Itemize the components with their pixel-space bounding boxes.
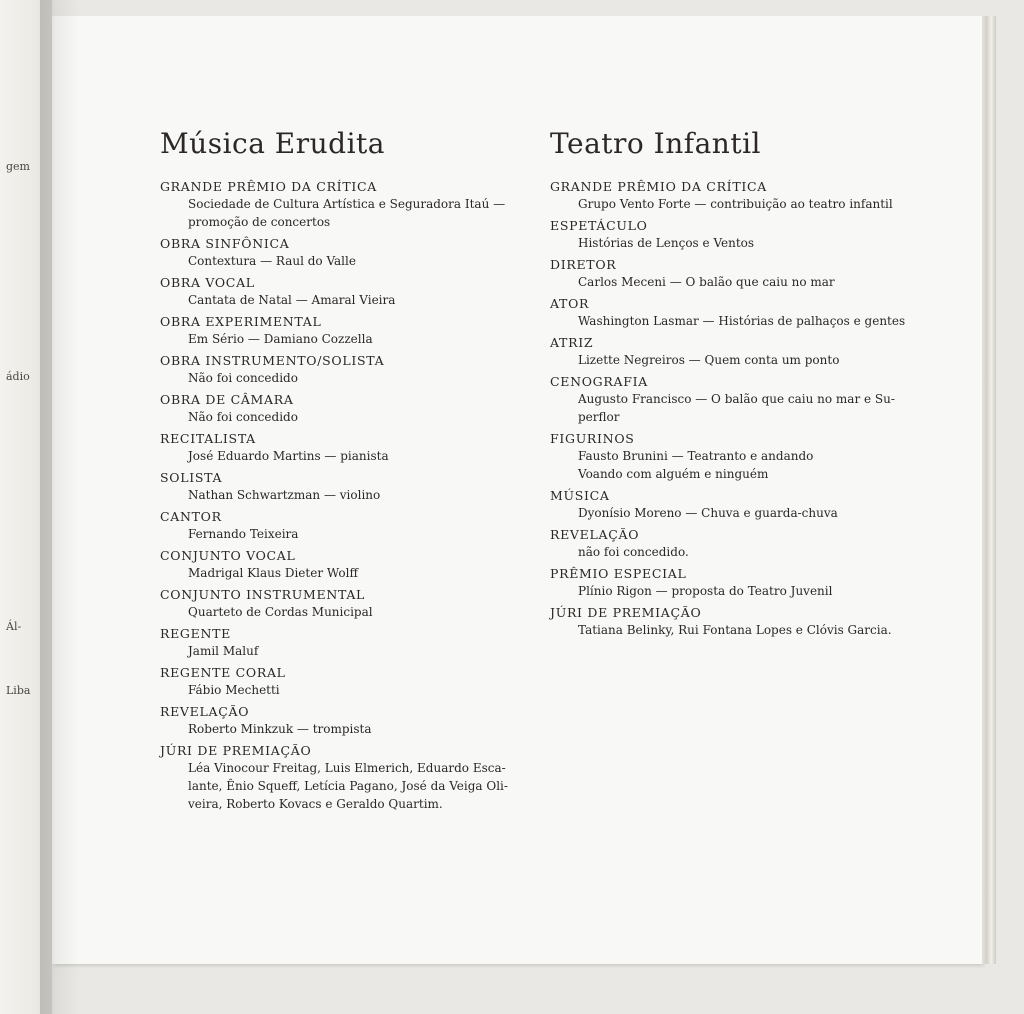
page-fragment: Liba: [6, 684, 31, 697]
award-category: CONJUNTO INSTRUMENTAL: [160, 587, 366, 602]
award-category: OBRA VOCAL: [160, 275, 255, 290]
section-title: Música Erudita: [160, 127, 385, 160]
award-entry: [160, 235, 530, 270]
award-recipient: Carlos Meceni — O balão que caiu no mar: [578, 275, 835, 289]
award-category: OBRA EXPERIMENTAL: [160, 314, 322, 329]
page-fragment: ádio: [6, 370, 30, 383]
book-gutter-shadow: [40, 0, 80, 1014]
award-entry: [550, 565, 920, 600]
award-category: CONJUNTO VOCAL: [160, 548, 296, 563]
award-category: CANTOR: [160, 509, 222, 524]
award-recipient: lante, Ênio Squeff, Letícia Pagano, José da Veiga Oli-: [188, 779, 508, 793]
award-category: OBRA INSTRUMENTO/SOLISTA: [160, 353, 385, 368]
award-entry: [550, 178, 920, 213]
award-category: ESPETÁCULO: [550, 218, 648, 233]
page-fragment: gem: [6, 160, 30, 173]
award-entry: [550, 487, 920, 522]
award-recipient: Fernando Teixeira: [188, 527, 299, 541]
award-entry: [160, 430, 530, 465]
teatro-infantil-column: [550, 126, 920, 639]
award-entry: [160, 508, 530, 543]
award-recipient: José Eduardo Martins — pianista: [188, 449, 389, 463]
award-entry: [160, 178, 530, 231]
award-entry: [550, 526, 920, 561]
award-recipient: Não foi concedido: [188, 371, 298, 385]
award-recipient: Contextura — Raul do Valle: [188, 254, 356, 268]
award-recipient: Washington Lasmar — Histórias de palhaços e gentes: [578, 314, 906, 328]
award-entry: [550, 334, 920, 369]
award-category: JÚRI DE PREMIAÇÃO: [160, 743, 312, 758]
page-stack-edge: [982, 16, 996, 964]
award-list: [160, 178, 530, 813]
award-entry: [550, 430, 920, 483]
award-category: REVELAÇÃO: [550, 527, 640, 542]
book-page: [52, 16, 982, 964]
award-recipient: Fábio Mechetti: [188, 683, 280, 697]
award-entry: [160, 586, 530, 621]
award-recipient: Jamil Maluf: [188, 644, 259, 658]
award-entry: [160, 547, 530, 582]
award-category: ATOR: [550, 296, 590, 311]
award-recipient: Quarteto de Cordas Municipal: [188, 605, 373, 619]
award-category: GRANDE PRÊMIO DA CRÍTICA: [550, 179, 767, 194]
award-entry: [160, 742, 530, 813]
award-entry: [550, 256, 920, 291]
award-entry: [550, 373, 920, 426]
award-recipient: Não foi concedido: [188, 410, 298, 424]
award-entry: [550, 295, 920, 330]
award-recipient: Sociedade de Cultura Artística e Seguradora Itaú —: [188, 197, 506, 211]
award-recipient: não foi concedido.: [578, 545, 689, 559]
award-recipient: Cantata de Natal — Amaral Vieira: [188, 293, 396, 307]
award-entry: [160, 391, 530, 426]
award-entry: [160, 664, 530, 699]
award-recipient: Em Sério — Damiano Cozzella: [188, 332, 373, 346]
award-entry: [160, 274, 530, 309]
award-category: GRANDE PRÊMIO DA CRÍTICA: [160, 179, 377, 194]
award-entry: [160, 625, 530, 660]
award-recipient: Voando com alguém e ninguém: [578, 467, 769, 481]
award-recipient: Grupo Vento Forte — contribuição ao teatro infantil: [578, 197, 893, 211]
award-recipient: Nathan Schwartzman — violino: [188, 488, 381, 502]
award-recipient: promoção de concertos: [188, 215, 331, 229]
award-recipient: Dyonísio Moreno — Chuva e guarda-chuva: [578, 506, 838, 520]
award-category: MÚSICA: [550, 488, 610, 503]
award-recipient: Augusto Francisco — O balão que caiu no mar e Su-: [578, 392, 895, 406]
award-entry: [160, 469, 530, 504]
award-category: RECITALISTA: [160, 431, 256, 446]
award-category: REVELAÇÃO: [160, 704, 250, 719]
award-entry: [550, 217, 920, 252]
award-recipient: Tatiana Belinky, Rui Fontana Lopes e Clóvis Garcia.: [578, 623, 892, 637]
section-title: Teatro Infantil: [550, 127, 762, 160]
award-list: [550, 178, 920, 639]
award-recipient: Léa Vinocour Freitag, Luis Elmerich, Eduardo Esca-: [188, 761, 506, 775]
award-recipient: veira, Roberto Kovacs e Geraldo Quartim.: [188, 797, 443, 811]
award-entry: [160, 703, 530, 738]
page-fragment: Ál-: [6, 620, 22, 633]
award-recipient: perflor: [578, 410, 620, 424]
award-category: REGENTE CORAL: [160, 665, 286, 680]
award-category: CENOGRAFIA: [550, 374, 648, 389]
award-category: OBRA DE CÂMARA: [160, 392, 294, 407]
award-category: OBRA SINFÔNICA: [160, 236, 290, 251]
award-recipient: Lizette Negreiros — Quem conta um ponto: [578, 353, 840, 367]
award-recipient: Madrigal Klaus Dieter Wolff: [188, 566, 358, 580]
award-category: FIGURINOS: [550, 431, 635, 446]
award-category: PRÊMIO ESPECIAL: [550, 566, 687, 581]
musica-erudita-column: [160, 126, 530, 813]
award-category: JÚRI DE PREMIAÇÃO: [550, 605, 702, 620]
award-recipient: Plínio Rigon — proposta do Teatro Juvenil: [578, 584, 833, 598]
award-entry: [160, 352, 530, 387]
award-entry: [160, 313, 530, 348]
award-category: ATRIZ: [550, 335, 594, 350]
award-recipient: Histórias de Lenços e Ventos: [578, 236, 755, 250]
award-entry: [550, 604, 920, 639]
award-category: REGENTE: [160, 626, 231, 641]
award-recipient: Fausto Brunini — Teatranto e andando: [578, 449, 814, 463]
award-category: DIRETOR: [550, 257, 617, 272]
award-category: SOLISTA: [160, 470, 223, 485]
award-recipient: Roberto Minkzuk — trompista: [188, 722, 372, 736]
